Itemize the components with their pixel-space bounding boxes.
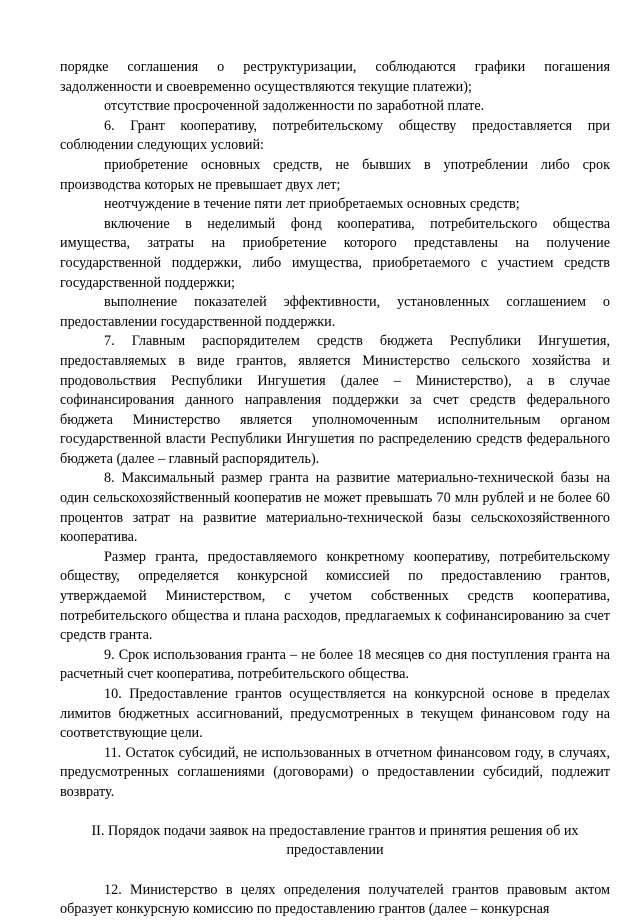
paragraph: Размер гранта, предоставляемого конкретному кооперативу, потребительскому обществу, определяется конкурсной комиссией по предоставлению грантов, утверждаемой Министерством, с учетом собственных средств кооператива, потребительского общества и плана расходов, предлагаемых к софинансированию за счет средств гранта. — [60, 548, 610, 644]
paragraph: 11. Остаток субсидий, не использованных в отчетном финансовом году, в случаях, предусмотренных соглашениями (договорами) о предоставлении субсидий, подлежит возврату. — [60, 744, 610, 800]
section-heading: II. Порядок подачи заявок на предоставление грантов и принятия решения об их предоставлении — [91, 822, 579, 859]
paragraph: 8. Максимальный размер гранта на развитие материально-технической базы на один сельскохозяйственный кооператив не может превышать 70 млн рублей и не более 60 процентов затрат на развитие материально-технической базы сельскохозяйственного кооператива. — [60, 470, 610, 546]
body-text-top — [60, 58, 610, 803]
paragraph: 7. Главным распорядителем средств бюджета Республики Ингушетия, предоставляемых в виде грантов, является Министерство сельского хозяйства и продовольствия Республики Ингушетия (далее – Министерство), а в случае софинансирования данного направления поддержки за счет средств федерального бюджета Министерство является уполномоченным исполнительным органом государственной власти Республики Ингушетия по распределению средств федерального бюджета (далее – главный распорядитель). — [60, 333, 610, 467]
paragraph: неотчуждение в течение пяти лет приобретаемых основных средств; — [104, 196, 520, 213]
paragraph: 9. Срок использования гранта – не более 18 месяцев со дня поступления гранта на расчетный счет кооператива, потребительского общества. — [60, 646, 610, 683]
paragraph: порядке соглашения о реструктуризации, соблюдаются графики погашения задолженности и своевременно осуществляются текущие платежи); — [60, 59, 610, 95]
paragraph: включение в неделимый фонд кооператива, потребительского общества имущества, затраты на приобретение которого представлены на получение государственной поддержки, либо имущества, приобретаемого с участием средств государственной поддержки; — [60, 215, 610, 291]
paragraph: приобретение основных средств, не бывших в употреблении либо срок производства которых не превышает двух лет; — [60, 156, 610, 193]
body-text-bottom — [60, 881, 610, 920]
paragraph: отсутствие просроченной задолженности по заработной плате. — [104, 98, 485, 115]
paragraph: 12. Министерство в целях определения получателей грантов правовым актом образует конкурсную комиссию по предоставлению грантов (далее – конкурсная — [60, 881, 610, 918]
paragraph: 6. Грант кооперативу, потребительскому обществу предоставляется при соблюдении следующих условий: — [60, 117, 610, 154]
document-page — [60, 58, 610, 920]
paragraph: 10. Предоставление грантов осуществляется на конкурсной основе в пределах лимитов бюджетных ассигнований, предусмотренных в текущем финансовом году на соответствующие цели. — [60, 686, 610, 742]
paragraph: выполнение показателей эффективности, установленных соглашением о предоставлении государственной поддержки. — [60, 294, 610, 330]
